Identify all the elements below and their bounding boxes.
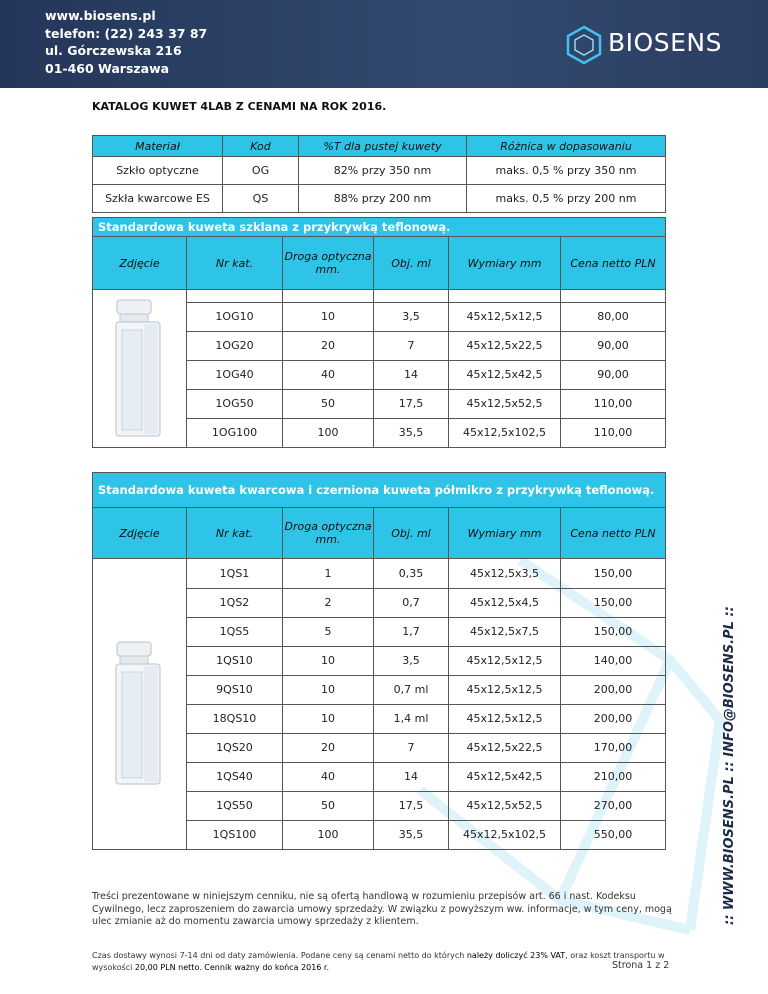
price-cell: 210,00 (561, 762, 666, 791)
col-header-optical-path: Droga optyczna mm. (283, 237, 374, 290)
dimensions-cell: 45x12,5x12,5 (449, 704, 561, 733)
table-row (93, 185, 666, 213)
section-title: Standardowa kuweta kwarcowa i czerniona kuweta półmikro z przykrywką teflonową. (93, 473, 666, 508)
price-cell: 150,00 (561, 559, 666, 589)
path-cell: 10 (283, 646, 374, 675)
column-header-row (93, 237, 666, 290)
price-cell: 90,00 (561, 360, 666, 389)
volume-cell: 14 (374, 762, 449, 791)
difference-cell: maks. 0,5 % przy 200 nm (467, 185, 666, 213)
glass-cuvette-image (104, 298, 168, 442)
table-row (93, 791, 666, 820)
path-cell: 1 (283, 559, 374, 589)
price-cell: 110,00 (561, 418, 666, 448)
material-cell: Szkła kwarcowe ES (93, 185, 223, 213)
dimensions-cell: 45x12,5x42,5 (449, 360, 561, 389)
volume-cell: 0,35 (374, 559, 449, 589)
path-cell: 5 (283, 617, 374, 646)
materials-header-code: Kod (223, 136, 299, 157)
col-header-price: Cena netto PLN (561, 508, 666, 559)
dimensions-cell: 45x12,5x12,5 (449, 302, 561, 331)
transmittance-cell: 82% przy 350 nm (299, 157, 467, 185)
path-cell: 2 (283, 588, 374, 617)
volume-cell: 3,5 (374, 302, 449, 331)
dimensions-cell: 45x12,5x22,5 (449, 733, 561, 762)
dimensions-cell: 45x12,5x3,5 (449, 559, 561, 589)
price-cell: 550,00 (561, 820, 666, 850)
path-cell: 40 (283, 360, 374, 389)
table-row (93, 389, 666, 418)
volume-cell: 7 (374, 331, 449, 360)
path-cell: 20 (283, 331, 374, 360)
transmittance-cell: 88% przy 200 nm (299, 185, 467, 213)
cat-no-cell: 1OG10 (187, 302, 283, 331)
delivery-text: , oraz koszt transportu w wysokości (92, 951, 665, 972)
dimensions-cell: 45x12,5x102,5 (449, 820, 561, 850)
materials-header-row (93, 136, 666, 157)
shipping-cost: 20,00 PLN netto (134, 963, 200, 972)
quartz-cuvette-image (104, 640, 168, 790)
cat-no-cell: 1QS50 (187, 791, 283, 820)
price-cell: 90,00 (561, 331, 666, 360)
price-cell: 150,00 (561, 617, 666, 646)
price-cell: 80,00 (561, 302, 666, 331)
code-cell: OG (223, 157, 299, 185)
cat-no-cell: 1QS20 (187, 733, 283, 762)
materials-table (92, 135, 666, 213)
table-row (93, 559, 666, 589)
volume-cell: 3,5 (374, 646, 449, 675)
table-row (93, 302, 666, 331)
col-header-optical-path: Droga optyczna mm. (283, 508, 374, 559)
price-cell: 110,00 (561, 389, 666, 418)
logo-text: BIOSENS (608, 28, 722, 57)
materials-header-difference: Różnica w dopasowaniu (467, 136, 666, 157)
material-cell: Szkło optyczne (93, 157, 223, 185)
path-cell: 10 (283, 302, 374, 331)
col-header-photo: Zdjęcie (93, 508, 187, 559)
price-cell: 200,00 (561, 704, 666, 733)
volume-cell: 35,5 (374, 418, 449, 448)
path-cell: 40 (283, 762, 374, 791)
dimensions-cell: 45x12,5x52,5 (449, 389, 561, 418)
price-validity: Cennik ważny do końca 2016 r. (204, 963, 330, 972)
table-row (93, 617, 666, 646)
cat-no-cell: 1QS100 (187, 820, 283, 850)
col-header-cat-no: Nr kat. (187, 237, 283, 290)
dimensions-cell: 45x12,5x102,5 (449, 418, 561, 448)
volume-cell: 17,5 (374, 389, 449, 418)
col-header-price: Cena netto PLN (561, 237, 666, 290)
cat-no-cell: 9QS10 (187, 675, 283, 704)
phone-number: telefon: (22) 243 37 87 (45, 25, 208, 41)
col-header-dimensions: Wymiary mm (449, 237, 561, 290)
spacer-row (93, 290, 666, 303)
price-cell: 200,00 (561, 675, 666, 704)
postal-city: 01-460 Warszawa (45, 60, 170, 76)
volume-cell: 0,7 ml (374, 675, 449, 704)
volume-cell: 7 (374, 733, 449, 762)
table-row (93, 675, 666, 704)
dimensions-cell: 45x12,5x12,5 (449, 646, 561, 675)
section-title-row (93, 473, 666, 508)
page-number: Strona 1 z 2 (612, 960, 670, 971)
volume-cell: 14 (374, 360, 449, 389)
side-contact-text: :: WWW.BIOSENS.PL :: INFO@BIOSENS.PL :: (722, 606, 737, 925)
price-cell: 150,00 (561, 588, 666, 617)
path-cell: 20 (283, 733, 374, 762)
delivery-info (92, 950, 682, 974)
cat-no-cell: 1QS2 (187, 588, 283, 617)
materials-header-transmittance: %T dla pustej kuwety (299, 136, 467, 157)
dimensions-cell: 45x12,5x22,5 (449, 331, 561, 360)
catalog-title: KATALOG KUWET 4LAB Z CENAMI NA ROK 2016. (92, 100, 387, 113)
table-row (93, 733, 666, 762)
glass-cuvette-table (92, 217, 666, 448)
section-title-row (93, 218, 666, 237)
legal-disclaimer: Treści prezentowane w niniejszym cenniku, nie są ofertą handlową w rozumieniu przepisów art. 66 i nast. Kodeksu Cywilnego, lecz zaproszeniem do zawarcia umowy sprzedaży. W związku z powyższym ww. informacje, w tym ceny, mogą ulec zmianie aż do momentu zawarcia umowy sprzedaży z klientem. (92, 891, 672, 927)
dimensions-cell: 45x12,5x42,5 (449, 762, 561, 791)
table-row (93, 418, 666, 448)
col-header-volume: Obj. ml (374, 508, 449, 559)
cat-no-cell: 1QS40 (187, 762, 283, 791)
street-address: ul. Górczewska 216 (45, 43, 182, 58)
dimensions-cell: 45x12,5x12,5 (449, 675, 561, 704)
volume-cell: 1,4 ml (374, 704, 449, 733)
cat-no-cell: 1QS5 (187, 617, 283, 646)
cat-no-cell: 1OG20 (187, 331, 283, 360)
delivery-text: . (199, 963, 202, 972)
path-cell: 100 (283, 418, 374, 448)
difference-cell: maks. 0,5 % przy 350 nm (467, 157, 666, 185)
materials-header-material: Materiał (93, 136, 223, 157)
path-cell: 100 (283, 820, 374, 850)
volume-cell: 17,5 (374, 791, 449, 820)
dimensions-cell: 45x12,5x52,5 (449, 791, 561, 820)
cat-no-cell: 1OG40 (187, 360, 283, 389)
col-header-volume: Obj. ml (374, 237, 449, 290)
col-header-dimensions: Wymiary mm (449, 508, 561, 559)
volume-cell: 35,5 (374, 820, 449, 850)
col-header-photo: Zdjęcie (93, 237, 187, 290)
price-cell: 270,00 (561, 791, 666, 820)
table-row (93, 704, 666, 733)
path-cell: 50 (283, 389, 374, 418)
dimensions-cell: 45x12,5x7,5 (449, 617, 561, 646)
price-cell: 140,00 (561, 646, 666, 675)
cat-no-cell: 1OG100 (187, 418, 283, 448)
table-row (93, 360, 666, 389)
table-row (93, 762, 666, 791)
path-cell: 10 (283, 675, 374, 704)
col-header-cat-no: Nr kat. (187, 508, 283, 559)
cat-no-cell: 1OG50 (187, 389, 283, 418)
path-cell: 50 (283, 791, 374, 820)
table-row (93, 646, 666, 675)
table-row (93, 157, 666, 185)
code-cell: QS (223, 185, 299, 213)
price-cell: 170,00 (561, 733, 666, 762)
volume-cell: 1,7 (374, 617, 449, 646)
delivery-text: Czas dostawy wynosi 7-14 dni od daty zamówienia. Podane ceny są cenami netto do których (92, 951, 465, 960)
cat-no-cell: 1QS1 (187, 559, 283, 589)
quartz-cuvette-table (92, 472, 666, 850)
vat-note: należy doliczyć 23% VAT (466, 951, 566, 960)
column-header-row (93, 508, 666, 559)
section-title: Standardowa kuweta szklana z przykrywką teflonową. (93, 218, 666, 237)
table-row (93, 331, 666, 360)
table-row (93, 588, 666, 617)
volume-cell: 0,7 (374, 588, 449, 617)
cat-no-cell: 1QS10 (187, 646, 283, 675)
path-cell: 10 (283, 704, 374, 733)
cat-no-cell: 18QS10 (187, 704, 283, 733)
website-link[interactable]: www.biosens.pl (45, 8, 156, 23)
table-row (93, 820, 666, 850)
dimensions-cell: 45x12,5x4,5 (449, 588, 561, 617)
